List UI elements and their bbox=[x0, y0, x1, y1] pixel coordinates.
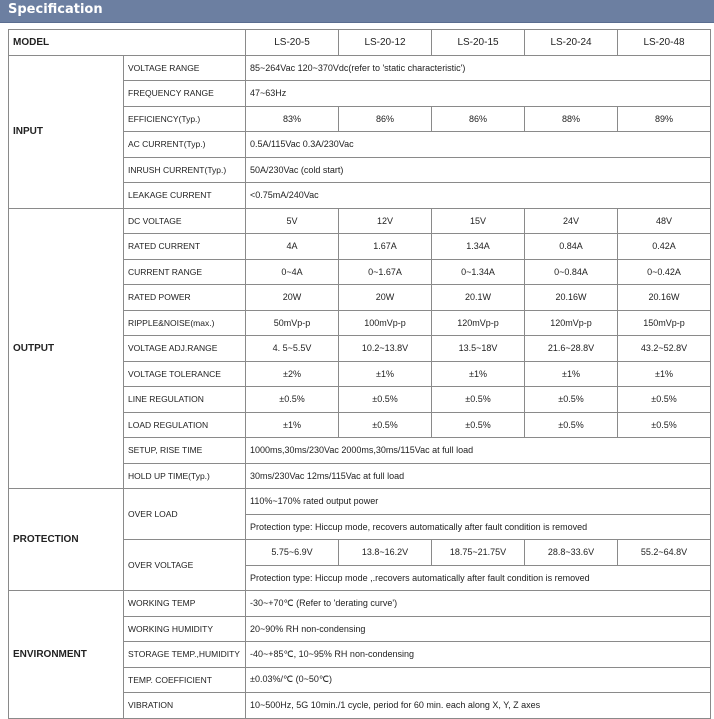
row-value: ±0.03%/℃ (0~50℃) bbox=[246, 667, 711, 693]
cell-value: 1.67A bbox=[339, 234, 432, 260]
model-name: LS-20-48 bbox=[618, 30, 711, 56]
model-name: LS-20-15 bbox=[432, 30, 525, 56]
cell-value: ±1% bbox=[246, 412, 339, 438]
cell-value: 10.2~13.8V bbox=[339, 336, 432, 362]
row-label: LEAKAGE CURRENT bbox=[124, 183, 246, 209]
environment-category: ENVIRONMENT bbox=[9, 591, 124, 719]
row-label: LINE REGULATION bbox=[124, 387, 246, 413]
cell-value: ±1% bbox=[618, 361, 711, 387]
row-value: 10~500Hz, 5G 10min./1 cycle, period for 60 min. each along X, Y, Z axes bbox=[246, 693, 711, 719]
cell-value: 20W bbox=[339, 285, 432, 311]
row-label: WORKING TEMP bbox=[124, 591, 246, 617]
model-name: LS-20-12 bbox=[339, 30, 432, 56]
model-row bbox=[9, 30, 711, 56]
cell-value: ±0.5% bbox=[618, 387, 711, 413]
cell-value: 0.42A bbox=[618, 234, 711, 260]
cell-value: ±0.5% bbox=[432, 412, 525, 438]
cell-value: 15V bbox=[432, 208, 525, 234]
input-category: INPUT bbox=[9, 55, 124, 208]
cell-value: 55.2~64.8V bbox=[618, 540, 711, 566]
cell-value: 0.84A bbox=[525, 234, 618, 260]
row-label: RIPPLE&NOISE(max.) bbox=[124, 310, 246, 336]
cell-value: ±1% bbox=[432, 361, 525, 387]
row-value: Protection type: Hiccup mode, recovers automatically after fault condition is removed bbox=[246, 514, 711, 540]
cell-value: 20.16W bbox=[525, 285, 618, 311]
row-label: STORAGE TEMP.,HUMIDITY bbox=[124, 642, 246, 668]
output-category: OUTPUT bbox=[9, 208, 124, 489]
cell-value: ±2% bbox=[246, 361, 339, 387]
cell-value: ±0.5% bbox=[339, 387, 432, 413]
cell-value: 50mVp-p bbox=[246, 310, 339, 336]
cell-value: 86% bbox=[339, 106, 432, 132]
row-label: TEMP. COEFFICIENT bbox=[124, 667, 246, 693]
table-row bbox=[9, 489, 711, 515]
row-label: SETUP, RISE TIME bbox=[124, 438, 246, 464]
row-value: 20~90% RH non-condensing bbox=[246, 616, 711, 642]
row-label: FREQUENCY RANGE bbox=[124, 81, 246, 107]
cell-value: 13.8~16.2V bbox=[339, 540, 432, 566]
table-row bbox=[9, 55, 711, 81]
cell-value: 1.34A bbox=[432, 234, 525, 260]
row-label: INRUSH CURRENT(Typ.) bbox=[124, 157, 246, 183]
table-row bbox=[9, 591, 711, 617]
row-label: EFFICIENCY(Typ.) bbox=[124, 106, 246, 132]
cell-value: 0~0.42A bbox=[618, 259, 711, 285]
cell-value: 43.2~52.8V bbox=[618, 336, 711, 362]
row-label: RATED CURRENT bbox=[124, 234, 246, 260]
row-label: VOLTAGE ADJ.RANGE bbox=[124, 336, 246, 362]
cell-value: 28.8~33.6V bbox=[525, 540, 618, 566]
row-label: AC CURRENT(Typ.) bbox=[124, 132, 246, 158]
row-value: 110%~170% rated output power bbox=[246, 489, 711, 515]
cell-value: 48V bbox=[618, 208, 711, 234]
cell-value: 120mVp-p bbox=[525, 310, 618, 336]
row-value: 30ms/230Vac 12ms/115Vac at full load bbox=[246, 463, 711, 489]
protection-category: PROTECTION bbox=[9, 489, 124, 591]
model-name: LS-20-5 bbox=[246, 30, 339, 56]
row-value: 47~63Hz bbox=[246, 81, 711, 107]
row-value: Protection type: Hiccup mode ,.recovers automatically after fault condition is removed bbox=[246, 565, 711, 591]
cell-value: 24V bbox=[525, 208, 618, 234]
row-label: VIBRATION bbox=[124, 693, 246, 719]
cell-value: ±1% bbox=[525, 361, 618, 387]
cell-value: 13.5~18V bbox=[432, 336, 525, 362]
cell-value: ±0.5% bbox=[246, 387, 339, 413]
row-value: 50A/230Vac (cold start) bbox=[246, 157, 711, 183]
cell-value: 20W bbox=[246, 285, 339, 311]
cell-value: 12V bbox=[339, 208, 432, 234]
cell-value: ±1% bbox=[339, 361, 432, 387]
row-value: -30~+70℃ (Refer to 'derating curve') bbox=[246, 591, 711, 617]
cell-value: 0~4A bbox=[246, 259, 339, 285]
row-label: OVER VOLTAGE bbox=[124, 540, 246, 591]
row-value: -40~+85℃, 10~95% RH non-condensing bbox=[246, 642, 711, 668]
cell-value: 0~0.84A bbox=[525, 259, 618, 285]
cell-value: 150mVp-p bbox=[618, 310, 711, 336]
cell-value: 20.1W bbox=[432, 285, 525, 311]
row-label: HOLD UP TIME(Typ.) bbox=[124, 463, 246, 489]
row-value: 85~264Vac 120~370Vdc(refer to 'static characteristic') bbox=[246, 55, 711, 81]
spec-table bbox=[8, 29, 711, 719]
cell-value: 0~1.67A bbox=[339, 259, 432, 285]
cell-value: ±0.5% bbox=[432, 387, 525, 413]
model-label: MODEL bbox=[9, 30, 246, 56]
cell-value: 0~1.34A bbox=[432, 259, 525, 285]
row-value: <0.75mA/240Vac bbox=[246, 183, 711, 209]
cell-value: ±0.5% bbox=[339, 412, 432, 438]
cell-value: 20.16W bbox=[618, 285, 711, 311]
row-label: LOAD REGULATION bbox=[124, 412, 246, 438]
row-label: DC VOLTAGE bbox=[124, 208, 246, 234]
model-name: LS-20-24 bbox=[525, 30, 618, 56]
cell-value: 4. 5~5.5V bbox=[246, 336, 339, 362]
cell-value: 89% bbox=[618, 106, 711, 132]
row-label: OVER LOAD bbox=[124, 489, 246, 540]
row-label: CURRENT RANGE bbox=[124, 259, 246, 285]
cell-value: 4A bbox=[246, 234, 339, 260]
row-value: 0.5A/115Vac 0.3A/230Vac bbox=[246, 132, 711, 158]
spec-title: Specification bbox=[8, 2, 103, 17]
cell-value: ±0.5% bbox=[618, 412, 711, 438]
cell-value: 100mVp-p bbox=[339, 310, 432, 336]
cell-value: ±0.5% bbox=[525, 387, 618, 413]
cell-value: 5.75~6.9V bbox=[246, 540, 339, 566]
row-label: WORKING HUMIDITY bbox=[124, 616, 246, 642]
cell-value: 120mVp-p bbox=[432, 310, 525, 336]
row-value: 1000ms,30ms/230Vac 2000ms,30ms/115Vac at full load bbox=[246, 438, 711, 464]
cell-value: 21.6~28.8V bbox=[525, 336, 618, 362]
cell-value: 86% bbox=[432, 106, 525, 132]
cell-value: 18.75~21.75V bbox=[432, 540, 525, 566]
row-label: VOLTAGE RANGE bbox=[124, 55, 246, 81]
cell-value: 83% bbox=[246, 106, 339, 132]
spec-header-bar bbox=[0, 0, 714, 23]
table-row bbox=[9, 208, 711, 234]
cell-value: 88% bbox=[525, 106, 618, 132]
row-label: RATED POWER bbox=[124, 285, 246, 311]
row-label: VOLTAGE TOLERANCE bbox=[124, 361, 246, 387]
cell-value: ±0.5% bbox=[525, 412, 618, 438]
cell-value: 5V bbox=[246, 208, 339, 234]
